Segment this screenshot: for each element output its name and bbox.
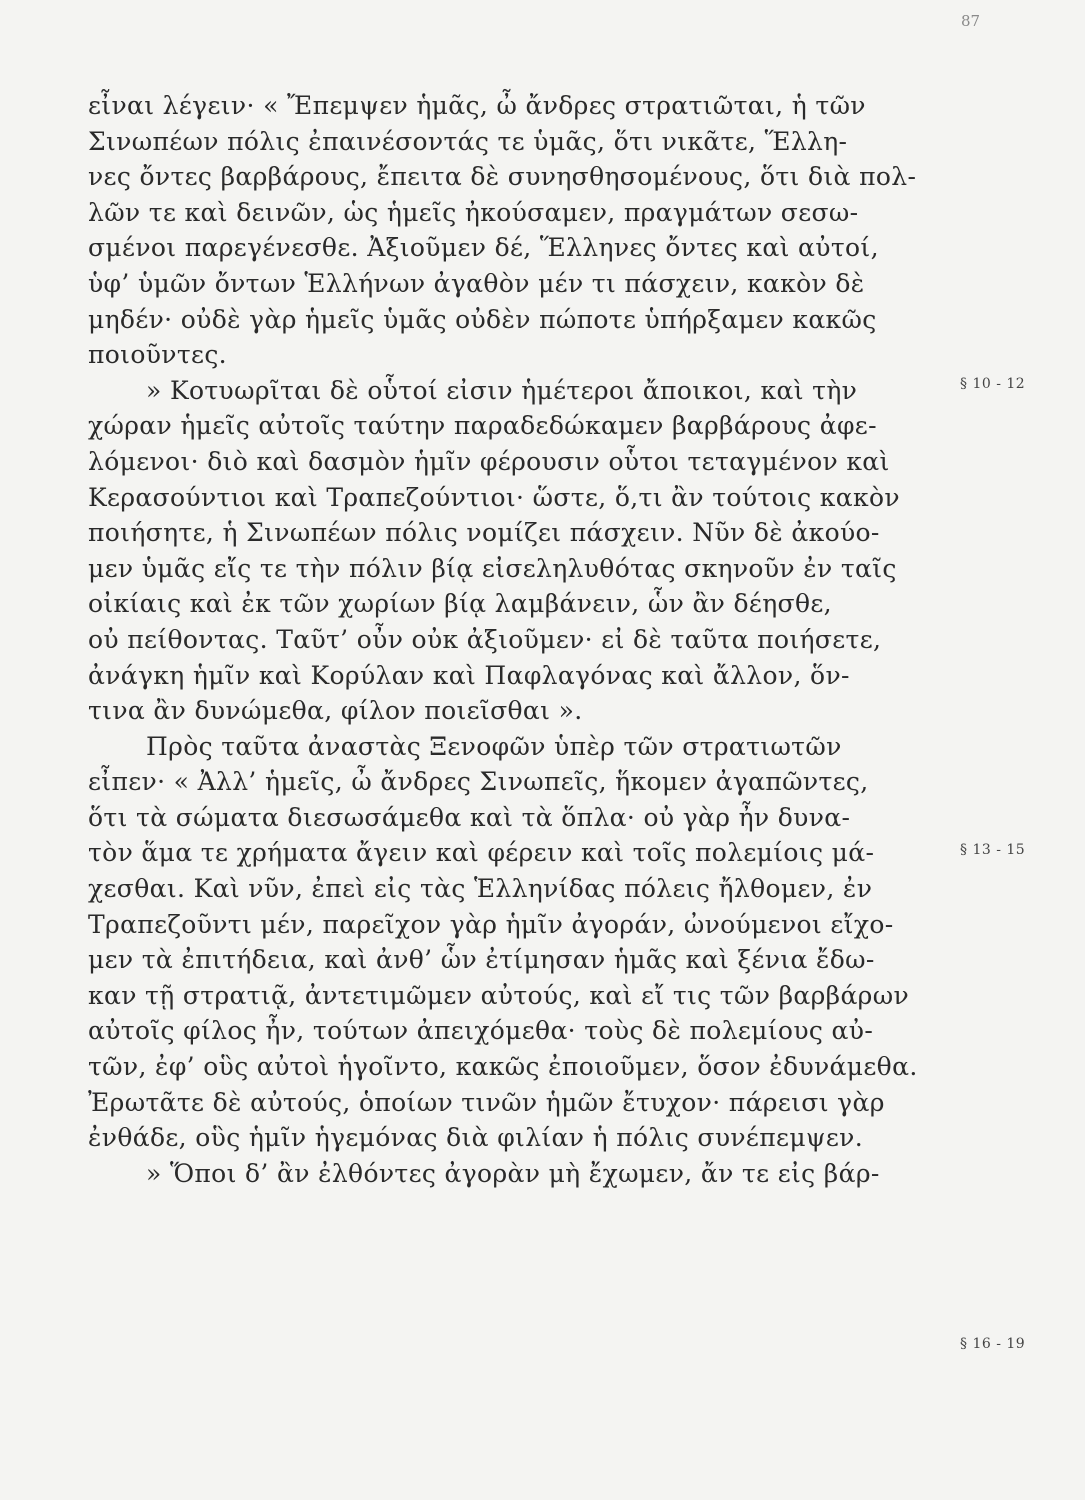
page-number: 87 [961,12,981,30]
text-line: λόμενοι· διὸ καὶ δασμὸν ἡμῖν φέρουσιν οὗτοι τεταγμένον καὶ [88,446,890,476]
text-line: ἀνάγκη ἡμῖν καὶ Κορύλαν καὶ Παφλαγόνας καὶ ἄλλον, ὅν- [88,660,850,690]
text-line: οὐ πείθοντας. Ταῦτ’ οὖν οὐκ ἀξιοῦμεν· εἰ δὲ ταῦτα ποιήσετε, [88,624,882,654]
text-line: αὐτοῖς φίλος ἦν, τούτων ἀπειχόμεθα· τοὺς δὲ πολεμίους αὐ- [88,1016,874,1046]
text-line: Σινωπέων πόλις ἐπαινέσοντάς τε ὑμᾶς, ὅτι νικᾶτε, Ἕλλη- [88,126,848,156]
text-line: νες ὄντες βαρβάρους, ἔπειτα δὲ συνησθησομένους, ὅτι διὰ πολ- [88,162,917,192]
text-line: τὸν ἅμα τε χρήματα ἄγειν καὶ φέρειν καὶ τοῖς πολεμίοις μά- [88,838,875,868]
text-line-paragraph-start: » Κοτυωρῖται δὲ οὗτοί εἰσιν ἡμέτεροι ἄποικοι, καὶ τὴν [146,375,858,405]
text-line: ποιήσητε, ἡ Σινωπέων πόλις νομίζει πάσχειν. Νῦν δὲ ἀκούο- [88,518,880,548]
text-line: ποιοῦντες. [88,340,227,370]
text-line: Τραπεζοῦντι μέν, παρεῖχον γὰρ ἡμῖν ἀγοράν, ὠνούμενοι εἴχο- [88,909,894,939]
marginal-section-note: § 10 - 12 [960,376,1026,392]
text-line: χεσθαι. Καὶ νῦν, ἐπεὶ εἰς τὰς Ἑλληνίδας πόλεις ἤλθομεν, ἐν [88,874,873,904]
text-line: τινα ἂν δυνώμεθα, φίλον ποιεῖσθαι ». [88,696,583,726]
text-line: καν τῇ στρατιᾷ, ἀντετιμῶμεν αὐτούς, καὶ εἴ τις τῶν βαρβάρων [88,980,910,1010]
text-line: μεν ὑμᾶς εἴς τε τὴν πόλιν βίᾳ εἰσεληλυθότας σκηνοῦν ἐν ταῖς [88,553,897,583]
text-line: τῶν, ἐφ’ οὓς αὐτοὶ ἡγοῖντο, κακῶς ἐποιοῦμεν, ὅσον ἐδυνάμεθα. [88,1052,918,1082]
text-line-paragraph-start: » Ὅποι δ’ ἂν ἐλθόντες ἀγορὰν μὴ ἔχωμεν, ἄν τε εἰς βάρ- [146,1158,880,1188]
text-line: Κερασούντιοι καὶ Τραπεζούντιοι· ὥστε, ὅ,τι ἂν τούτοις κακὸν [88,482,900,512]
main-text [88,88,968,1191]
text-line: χώραν ἡμεῖς αὐτοῖς ταύτην παραδεδώκαμεν βαρβάρους ἀφε- [88,411,877,441]
text-line: εἶναι λέγειν· « Ἔπεμψεν ἡμᾶς, ὦ ἄνδρες στρατιῶται, ἡ τῶν [88,91,866,120]
text-line: ὅτι τὰ σώματα διεσωσάμεθα καὶ τὰ ὅπλα· οὐ γὰρ ἦν δυνα- [88,802,851,832]
text-line: σμένοι παρεγένεσθε. Ἀξιοῦμεν δέ, Ἕλληνες ὄντες καὶ αὐτοί, [88,233,879,263]
text-line: μηδέν· οὐδὲ γὰρ ἡμεῖς ὑμᾶς οὐδὲν πώποτε ὑπήρξαμεν κακῶς [88,304,877,334]
text-line-paragraph-start: Πρὸς ταῦτα ἀναστὰς Ξενοφῶν ὑπὲρ τῶν στρατιωτῶν [146,731,842,761]
marginal-section-note: § 13 - 15 [960,842,1026,858]
text-line: οἰκίαις καὶ ἐκ τῶν χωρίων βίᾳ λαμβάνειν, ὧν ἂν δέησθε, [88,589,832,619]
text-line: λῶν τε καὶ δεινῶν, ὡς ἡμεῖς ἠκούσαμεν, πραγμάτων σεσω- [88,197,859,227]
text-line: ἐνθάδε, οὓς ἡμῖν ἡγεμόνας διὰ φιλίαν ἡ πόλις συνέπεμψεν. [88,1123,864,1153]
text-line: Ἐρωτᾶτε δὲ αὐτούς, ὁποίων τινῶν ἡμῶν ἔτυχον· πάρεισι γὰρ [88,1087,885,1117]
marginal-section-note: § 16 - 19 [960,1336,1026,1352]
text-line: εἶπεν· « Ἀλλ’ ἡμεῖς, ὦ ἄνδρες Σινωπεῖς, ἥκομεν ἀγαπῶντες, [88,767,869,797]
text-line: ὑφ’ ὑμῶν ὄντων Ἑλλήνων ἀγαθὸν μέν τι πάσχειν, κακὸν δὲ [88,268,865,298]
text-line: μεν τὰ ἐπιτήδεια, καὶ ἀνθ’ ὧν ἐτίμησαν ἡμᾶς καὶ ξένια ἔδω- [88,945,875,975]
